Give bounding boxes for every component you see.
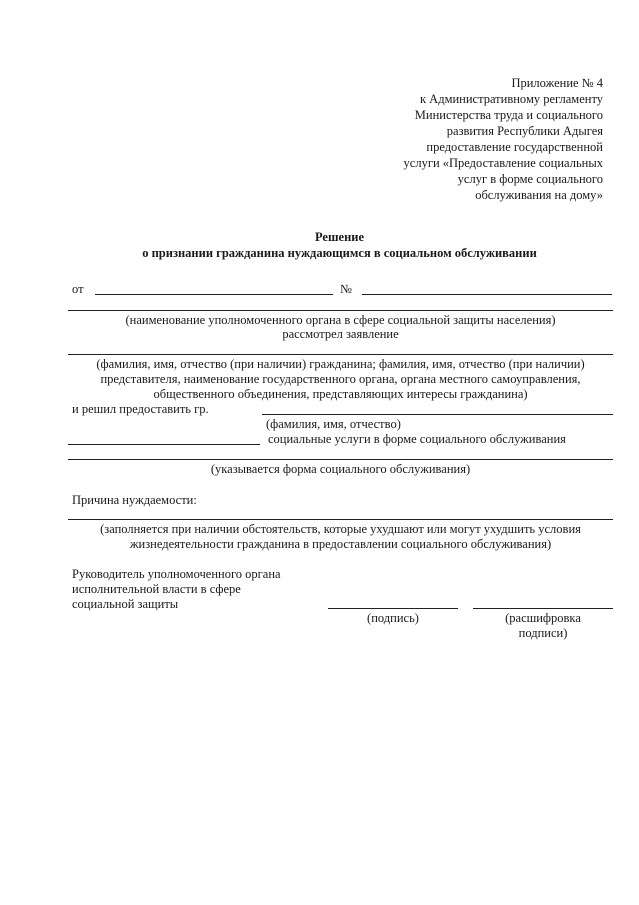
citizen-continued-line[interactable] bbox=[68, 444, 260, 445]
date-field-line[interactable] bbox=[95, 294, 333, 295]
from-label: от bbox=[72, 282, 84, 296]
appendix-line: Приложение № 4 bbox=[511, 76, 603, 90]
appendix-line: к Административному регламенту bbox=[419, 92, 603, 106]
decode-hint-1: (расшифровка bbox=[505, 611, 581, 625]
applicant-hint-1: (фамилия, имя, отчество (при наличии) гражданина; фамилия, имя, отчество (при наличии) bbox=[96, 357, 585, 371]
head-title-3: социальной защиты bbox=[72, 597, 179, 611]
head-title-2: исполнительной власти в сфере bbox=[72, 582, 241, 596]
appendix-line: развития Республики Адыгея bbox=[446, 124, 603, 138]
reason-hint-1: (заполняется при наличии обстоятельств, которые ухудшают или могут ухудшить условия bbox=[100, 522, 581, 536]
decode-signature-line[interactable] bbox=[473, 608, 613, 609]
applicant-hint-3: общественного объединения, представляющих интересы гражданина) bbox=[153, 387, 528, 401]
authority-hint: (наименование уполномоченного органа в сфере социальной защиты населения) bbox=[125, 313, 556, 327]
reason-label: Причина нуждаемости: bbox=[72, 493, 197, 507]
appendix-line: услуг в форме социального bbox=[457, 172, 603, 186]
service-form-hint: (указывается форма социального обслуживания) bbox=[210, 462, 471, 476]
appendix-line: обслуживания на дому» bbox=[475, 188, 603, 202]
document-title: Решение bbox=[314, 230, 365, 244]
applicant-field-line[interactable] bbox=[68, 354, 613, 355]
decided-text: и решил предоставить гр. bbox=[72, 402, 209, 416]
citizen-field-line[interactable] bbox=[262, 414, 613, 415]
reason-field-line[interactable] bbox=[68, 519, 613, 520]
reviewed-text: рассмотрел заявление bbox=[282, 327, 399, 341]
services-text: социальные услуги в форме социального обслуживания bbox=[268, 432, 566, 446]
appendix-line: услуги «Предоставление социальных bbox=[403, 156, 603, 170]
signature-line[interactable] bbox=[328, 608, 458, 609]
reason-hint-2: жизнедеятельности гражданина в предоставлении социального обслуживания) bbox=[129, 537, 552, 551]
number-label: № bbox=[340, 282, 352, 296]
citizen-hint: (фамилия, имя, отчество) bbox=[266, 417, 401, 431]
service-form-line[interactable] bbox=[68, 459, 613, 460]
authority-field-line[interactable] bbox=[68, 310, 613, 311]
applicant-hint-2: представителя, наименование государственного органа, органа местного самоуправления, bbox=[100, 372, 581, 386]
appendix-header bbox=[330, 75, 603, 203]
number-field-line[interactable] bbox=[362, 294, 612, 295]
appendix-line: Министерства труда и социального bbox=[414, 108, 603, 122]
signature-hint: (подпись) bbox=[367, 611, 419, 625]
document-subtitle: о признании гражданина нуждающимся в социальном обслуживании bbox=[142, 246, 537, 260]
head-title-1: Руководитель уполномоченного органа bbox=[72, 567, 281, 581]
appendix-line: предоставление государственной bbox=[426, 140, 603, 154]
decode-hint-2: подписи) bbox=[518, 626, 568, 640]
